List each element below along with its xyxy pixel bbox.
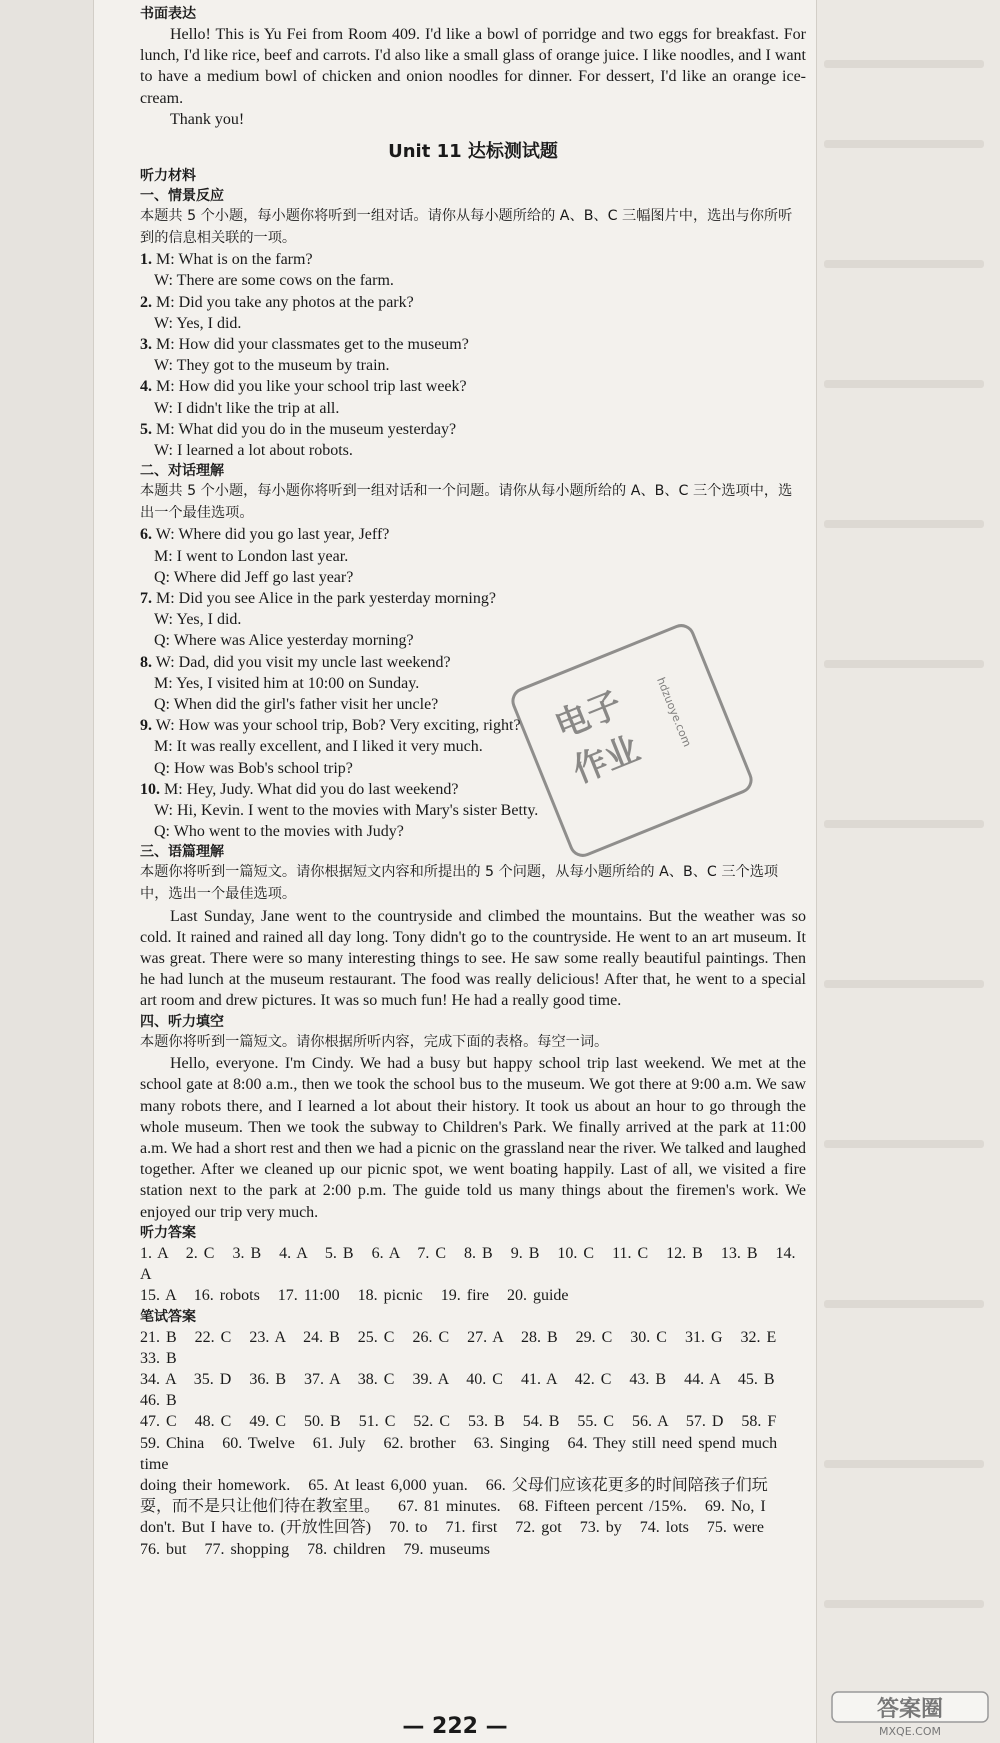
stamp-text: 电子作业 xyxy=(549,684,646,792)
question-number: 7. xyxy=(140,590,152,608)
watermark-text: 答案圈 xyxy=(876,1697,944,1722)
answer-line: 1. A 2. C 3. B 4. A 5. B 6. A 7. C 8. B 9. B 10. C 11. C 12. B 13. B 14. A xyxy=(140,1244,801,1284)
answer-line: 34. A 35. D 36. B 37. A 38. C 39. A 40. C 41. A 42. C 43. B 44. A 45. B 46. B xyxy=(140,1370,793,1410)
dialogue-line xyxy=(140,588,806,609)
dialogue-text: W: I didn't like the trip at all. xyxy=(154,399,340,417)
dialogue-line xyxy=(140,376,806,397)
dialogue-line xyxy=(140,334,806,355)
question-number: 3. xyxy=(140,336,152,354)
dialogue-line xyxy=(140,821,806,842)
question-number: 8. xyxy=(140,653,152,671)
dialogue-text: M: Did you take any photos at the park? xyxy=(156,293,414,311)
dialogue-text: Q: How was Bob's school trip? xyxy=(154,759,353,777)
part4-heading: 四、听力填空 xyxy=(140,1013,224,1030)
answer-line: 15. A 16. robots 17. 11:00 18. picnic 19. fire 20. guide xyxy=(140,1287,569,1305)
dialogue-line xyxy=(140,546,806,567)
dialogue-line xyxy=(140,398,806,419)
listening-heading: 听力材料 xyxy=(140,168,196,185)
dialogue-line xyxy=(140,524,806,545)
dialogue-text: W: There are some cows on the farm. xyxy=(154,272,394,290)
dialogue-text: Q: When did the girl's father visit her uncle? xyxy=(154,696,439,714)
part2-instruction: 本题共 5 个小题，每小题你将听到一组对话和一个问题。请你从每小题所给的 A、B、C 三个选项中，选出一个最佳选项。 xyxy=(140,483,793,521)
dialogue-line xyxy=(140,249,806,270)
part3-passage: Last Sunday, Jane went to the countryside and climbed the mountains. But the weather was so cold. It rained and rained all day long. Tony didn't go to the countryside. He went to an art museum. It was great. There were so many interesting things to see. He saw some really beautiful paintings. Then he had lunch at the museum restaurant. The food was really delicious! After that, he went to a special art room and drew pictures. It was so much fun! He had a really good time. xyxy=(140,907,806,1010)
dialogue-text: W: They got to the museum by train. xyxy=(154,357,390,375)
dialogue-text: M: It was really excellent, and I liked it very much. xyxy=(154,738,483,756)
answer-line: 耍，而不是只让他们待在教室里。 67. 81 minutes. 68. Fifteen percent /15%. 69. No, I xyxy=(140,1498,766,1516)
question-number: 9. xyxy=(140,717,152,735)
page-number: — 222 — xyxy=(402,1714,508,1739)
dialogue-text: W: How was your school trip, Bob? Very exciting, right? xyxy=(155,717,521,735)
part4-instruction: 本题你将听到一篇短文。请你根据所听内容，完成下面的表格。每空一词。 xyxy=(140,1033,609,1050)
dialogue-line xyxy=(140,270,806,291)
dialogue-text: W: Yes, I did. xyxy=(154,314,242,332)
stamp-site: hdzuoye.com xyxy=(654,675,694,749)
dialogue-line xyxy=(140,419,806,440)
answer-line: doing their homework. 65. At least 6,000 yuan. 66. 父母们应该花更多的时间陪孩子们玩 xyxy=(140,1476,768,1494)
answer-line: 76. but 77. shopping 78. children 79. museums xyxy=(140,1540,490,1558)
part1-instruction: 本题共 5 个小题，每小题你将听到一组对话。请你从每小题所给的 A、B、C 三幅图片中，选出与你所听到的信息相关联的一项。 xyxy=(140,208,793,246)
question-number: 4. xyxy=(140,378,152,396)
question-number: 6. xyxy=(140,526,152,544)
dialogue-text: M: Did you see Alice in the park yesterday morning? xyxy=(156,590,496,608)
dialogue-text: Q: Where did Jeff go last year? xyxy=(154,568,354,586)
question-number: 10. xyxy=(140,780,160,798)
dialogue-text: W: Dad, did you visit my uncle last weekend? xyxy=(155,653,451,671)
part3-instruction: 本题你将听到一篇短文。请你根据短文内容和所提出的 5 个问题，从每小题所给的 A、B、C 三个选项中，选出一个最佳选项。 xyxy=(140,864,779,903)
dialogue-line xyxy=(140,567,806,588)
dialogue-text: M: What did you do in the museum yesterday? xyxy=(156,420,457,438)
writing-heading: 书面表达 xyxy=(140,6,196,22)
question-number: 2. xyxy=(140,293,152,311)
dialogue-line xyxy=(140,609,806,630)
answer-line: 47. C 48. C 49. C 50. B 51. C 52. C 53. B 54. B 55. C 56. A 57. D 58. F xyxy=(140,1413,777,1431)
dialogue-line xyxy=(140,355,806,376)
dialogue-text: W: Hi, Kevin. I went to the movies with Mary's sister Betty. xyxy=(154,802,539,820)
dialogue-text: M: Yes, I visited him at 10:00 on Sunday. xyxy=(154,674,420,692)
dialogue-text: W: Yes, I did. xyxy=(154,611,242,629)
part4-passage: Hello, everyone. I'm Cindy. We had a busy but happy school trip last weekend. We met at the school gate at 8:00 a.m., then we took the school bus to the museum. We got there at 9:00 a.m. We saw many robots there, and I learned a lot about their history. It took us about an hour to go through the whole museum. Then we took the subway to Children's Park. We finally arrived at the park at 11:00 a.m. We had a short rest and then we had a picnic on the grassland near the river. We talked and laughed together. After we cleaned up our picnic spot, we went boating happily. Last of all, we visited a fire station next to the park at 2:00 p.m. The guide told us many things about the firemen's work. We enjoyed our trip very much. xyxy=(140,1055,806,1221)
written-answers-heading: 笔试答案 xyxy=(140,1308,196,1325)
part3-heading: 三、语篇理解 xyxy=(140,844,224,861)
watermark-site: MXQE.COM xyxy=(879,1725,941,1738)
listening-answers-heading: 听力答案 xyxy=(140,1224,196,1241)
listening-answers xyxy=(140,1243,806,1307)
dialogue-text: W: I learned a lot about robots. xyxy=(154,442,353,460)
part2-heading: 二、对话理解 xyxy=(140,463,224,480)
dialogue-line xyxy=(140,630,806,651)
answer-line: 21. B 22. C 23. A 24. B 25. C 26. C 27. A 28. B 29. C 30. C 31. G 32. E 33. B xyxy=(140,1328,795,1367)
dialogue-text: W: Where did you go last year, Jeff? xyxy=(155,526,390,544)
document-page xyxy=(94,0,816,1743)
watermark-logo-icon xyxy=(830,1688,990,1738)
writing-thanks: Thank you! xyxy=(170,110,245,128)
dialogue-text: M: Hey, Judy. What did you do last weekend? xyxy=(164,780,459,798)
dialogue-text: M: What is on the farm? xyxy=(156,251,313,269)
adjacent-page-bleed xyxy=(816,0,1000,1743)
dialogue-text: M: How did you like your school trip last week? xyxy=(156,378,467,396)
dialogue-line xyxy=(140,292,806,313)
dialogue-text: M: I went to London last year. xyxy=(154,547,349,565)
dialogue-line xyxy=(140,440,806,461)
question-number: 5. xyxy=(140,420,152,438)
written-answers xyxy=(140,1327,806,1560)
dialogue-text: M: How did your classmates get to the museum? xyxy=(156,336,469,354)
dialogue-text: Q: Where was Alice yesterday morning? xyxy=(154,632,414,650)
dialogue-text: Q: Who went to the movies with Judy? xyxy=(154,823,404,841)
answer-line: don't. But I have to. (开放性回答) 70. to 71. first 72. got 73. by 74. lots 75. were xyxy=(140,1519,764,1537)
question-number: 1. xyxy=(140,251,152,269)
part1-items xyxy=(140,249,806,461)
part1-heading: 一、情景反应 xyxy=(140,188,224,205)
dialogue-line xyxy=(140,313,806,334)
unit-title: Unit 11 达标测试题 xyxy=(388,141,558,163)
writing-paragraph: Hello! This is Yu Fei from Room 409. I'd like a bowl of porridge and two eggs for breakfast. For lunch, I'd like rice, beef and carrots. I'd also like a small glass of orange juice. I like noodles, and I want to have a medium bowl of chicken and onion noodles for dinner. For dessert, I'd like an orange ice-cream. xyxy=(140,26,806,107)
answer-line: 59. China 60. Twelve 61. July 62. brother 63. Singing 64. They still need spend much time xyxy=(140,1434,784,1473)
